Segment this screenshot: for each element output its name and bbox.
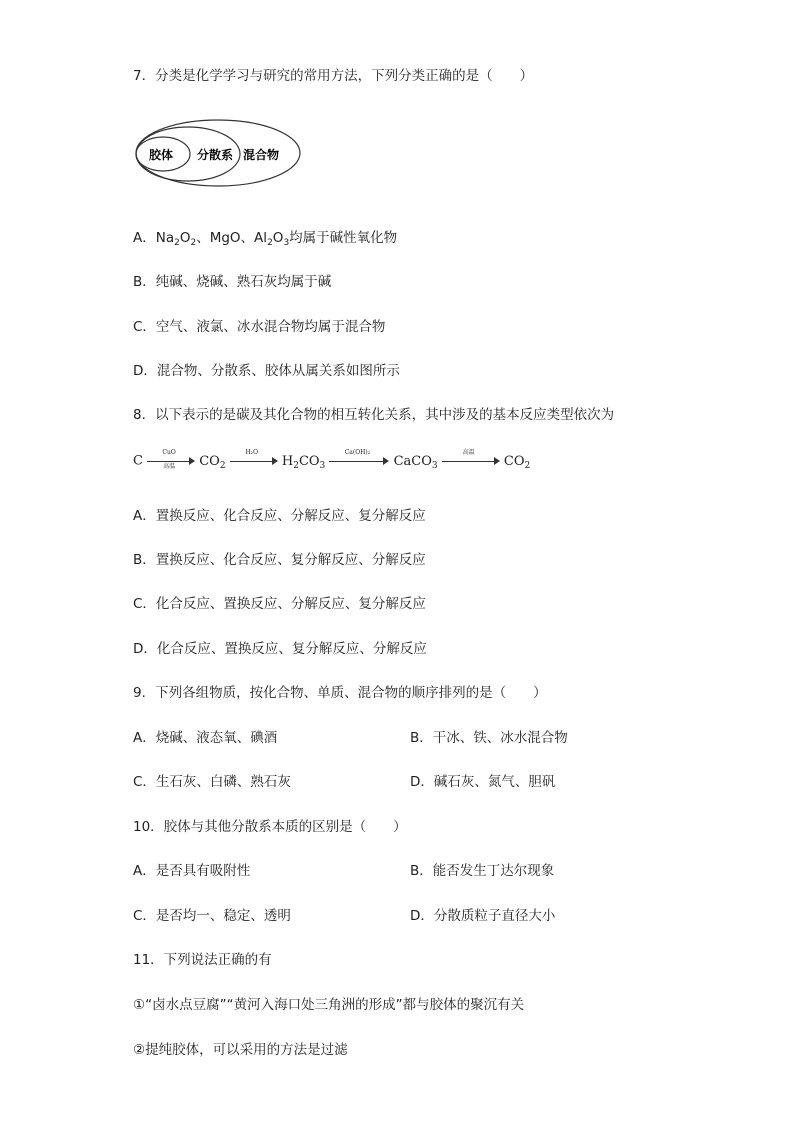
- question-10-option-d: D．分散质粒子直径大小: [410, 908, 556, 924]
- question-7-option-b: B．纯碱、烧碱、熟石灰均属于碱: [133, 274, 332, 290]
- question-10-stem: 10．胶体与其他分散系本质的区别是（ ）: [133, 819, 407, 835]
- venn-middle-label: 分散系: [197, 148, 234, 162]
- question-7-option-a: A．$Na_2O_2$、MgO、$Al_2O_3$均属于碱性氧化物: [133, 230, 398, 248]
- question-8-stem: 8．以下表示的是碳及其化合物的相互转化关系，其中涉及的基本反应类型依次为: [133, 407, 615, 423]
- formula-h2co3: $H_2CO_3$: [281, 453, 326, 471]
- reaction-chain: [133, 449, 531, 471]
- formula-co2: $CO_2$: [199, 453, 226, 471]
- arrow-4: 高温: [442, 452, 500, 470]
- question-7-option-d: D．混合物、分散系、胶体从属关系如图所示: [133, 363, 400, 379]
- question-9-option-a: A．烧碱、液态氧、碘酒: [133, 730, 278, 746]
- question-10-option-b: B．能否发生丁达尔现象: [410, 863, 555, 879]
- question-9-option-b: B．干冰、铁、冰水混合物: [410, 730, 568, 746]
- question-8-option-c: C．化合反应、置换反应、分解反应、复分解反应: [133, 596, 426, 612]
- question-9-stem: 9．下列各组物质，按化合物、单质、混合物的顺序排列的是（ ）: [133, 685, 547, 701]
- question-9-option-c: C．生石灰、白磷、熟石灰: [133, 774, 291, 790]
- question-11-statement-1: ①“卤水点豆腐”“黄河入海口处三角洲的形成”都与胶体的聚沉有关: [133, 997, 525, 1013]
- question-8-option-a: A．置换反应、化合反应、分解反应、复分解反应: [133, 508, 426, 524]
- formula-co2-final: $CO_2$: [503, 453, 531, 471]
- question-9-option-d: D．碱石灰、氮气、胆矾: [410, 774, 556, 790]
- question-7-option-c: C．空气、液氯、冰水混合物均属于混合物: [133, 319, 386, 335]
- question-8-option-d: D．化合反应、置换反应、复分解反应、分解反应: [133, 641, 427, 657]
- question-10-option-c: C．是否均一、稳定、透明: [133, 908, 291, 924]
- question-10-option-a: A．是否具有吸附性: [133, 863, 251, 879]
- venn-diagram: [133, 117, 303, 187]
- question-11-stem: 11．下列说法正确的有: [133, 952, 272, 968]
- question-11-statement-2: ②提纯胶体，可以采用的方法是过滤: [133, 1042, 348, 1058]
- arrow-3: Ca(OH)₂: [329, 452, 389, 470]
- formula-c: C: [133, 453, 143, 469]
- question-8-option-b: B．置换反应、化合反应、复分解反应、分解反应: [133, 552, 426, 568]
- venn-inner-label: 胶体: [149, 148, 174, 162]
- formula-caco3: CaCO$_3$: [393, 453, 438, 471]
- arrow-2: H₂O: [230, 452, 278, 470]
- question-7-stem: 7．分类是化学学习与研究的常用方法，下列分类正确的是（ ）: [133, 68, 534, 84]
- venn-outer-label: 混合物: [243, 148, 280, 162]
- arrow-1: CuO 高温: [147, 452, 195, 470]
